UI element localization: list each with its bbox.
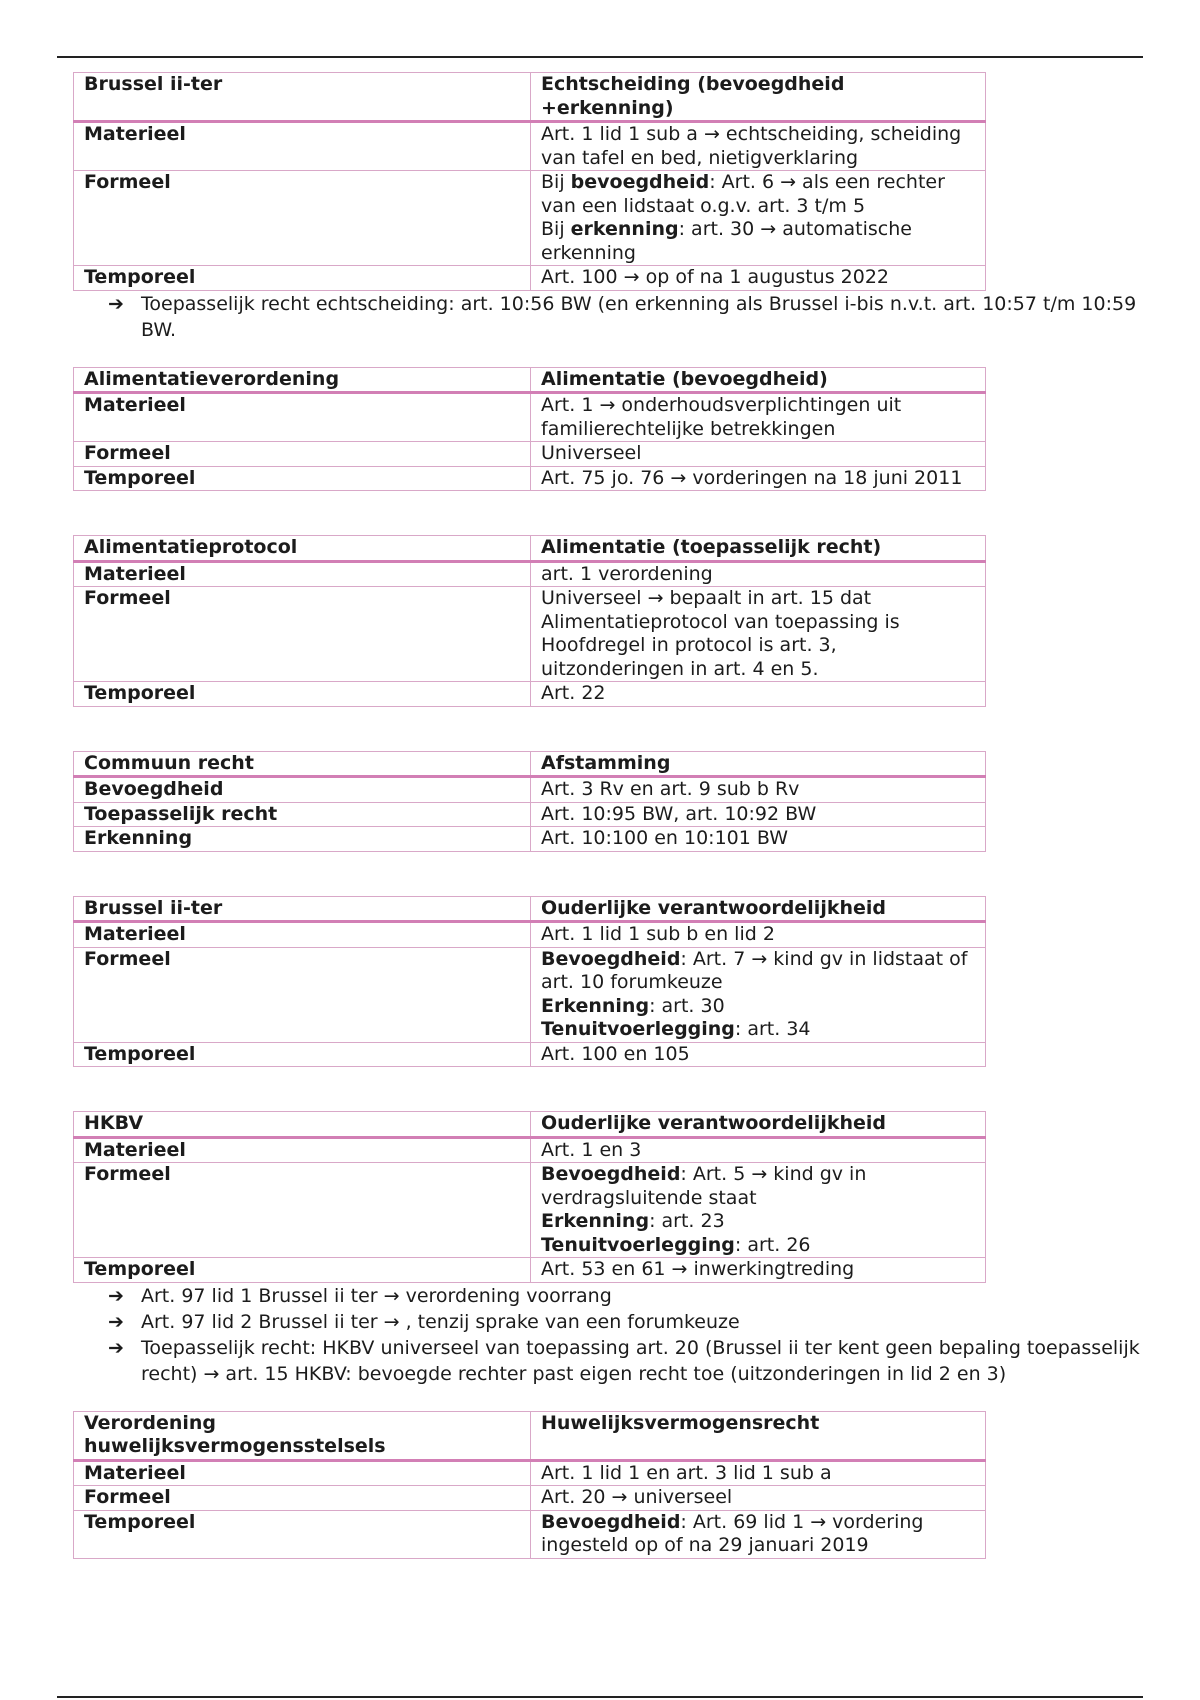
- table-row: [74, 1042, 986, 1067]
- table-row: [74, 777, 986, 803]
- arrow-icon: ➔: [108, 1284, 124, 1307]
- table-row: [74, 1510, 986, 1558]
- row-value: [531, 1163, 986, 1258]
- table-header-row: [74, 73, 986, 122]
- table-brussel-ouderlijke: [73, 896, 986, 1068]
- bold-term: erkenning: [570, 218, 679, 240]
- table-header-row: [74, 1411, 986, 1460]
- row-label: Materieel: [74, 922, 531, 948]
- table-row: [74, 922, 986, 948]
- row-value: Art. 100 en 105: [531, 1042, 986, 1067]
- row-value: [531, 171, 986, 266]
- bold-term: Bevoegdheid: [541, 1510, 681, 1533]
- bold-term: Tenuitvoerlegging: [541, 1018, 735, 1040]
- bullet-list: [73, 291, 1158, 343]
- list-item-text: Art. 97 lid 1 Brussel ii ter → verordening voorrang: [141, 1284, 612, 1307]
- table-header-row: [74, 751, 986, 777]
- list-item-text: Toepasselijk recht: HKBV universeel van toepassing art. 20 (Brussel ii ter kent geen bepaling toepasselijk recht) → art. 15 HKBV: bevoegde rechter past eigen recht toe (uitzonderingen in lid 2 en 3): [141, 1336, 1140, 1385]
- list-item-text: Toepasselijk recht echtscheiding: art. 10:56 BW (en erkenning als Brussel i-bis n.v.t. art. 10:57 t/m 10:59 BW.: [141, 292, 1137, 341]
- row-label: Temporeel: [74, 466, 531, 491]
- table-row: [74, 802, 986, 827]
- table-row: [74, 827, 986, 852]
- row-value: Art. 1 lid 1 en art. 3 lid 1 sub a: [531, 1460, 986, 1486]
- table-alimentatieprotocol: [73, 535, 986, 707]
- row-value: Art. 22: [531, 682, 986, 707]
- row-value: Art. 20 → universeel: [531, 1486, 986, 1511]
- text-run: : Art. 69 lid 1 → vordering ingesteld op of na 29 januari 2019: [541, 1510, 924, 1556]
- table-header-cell: Verordening huwelijksvermogensstelsels: [74, 1411, 531, 1460]
- table-row: [74, 947, 986, 1042]
- list-item: [108, 1309, 1158, 1335]
- text-run: : art. 30 → automatische erkenning: [541, 218, 912, 264]
- table-row: [74, 682, 986, 707]
- text-run: Bij: [541, 171, 571, 193]
- row-value: art. 1 verordening: [531, 561, 986, 587]
- table-header-cell: Brussel ii-ter: [74, 896, 531, 922]
- row-label: Formeel: [74, 587, 531, 682]
- table-row: [74, 1486, 986, 1511]
- bold-term: Bevoegdheid: [541, 947, 681, 970]
- text-run: : Art. 6 → als een rechter van een lidstaat o.g.v. art. 3 t/m 5: [541, 171, 945, 217]
- table-row: [74, 122, 986, 171]
- table-header-cell: Afstamming: [531, 751, 986, 777]
- row-value: Universeel: [531, 442, 986, 467]
- table-alimentatieverordening: [73, 367, 986, 492]
- table-row: [74, 1137, 986, 1163]
- row-label: Formeel: [74, 171, 531, 266]
- text-run: : Art. 5 → kind gv in verdragsluitende staat: [541, 1163, 867, 1209]
- text-line: Hoofdregel in protocol is art. 3, uitzonderingen in art. 4 en 5.: [541, 634, 837, 680]
- text-run: : art. 26: [734, 1233, 811, 1256]
- footer-rule: [57, 1696, 1143, 1698]
- list-item-text: Art. 97 lid 2 Brussel ii ter → , tenzij sprake van een forumkeuze: [141, 1310, 740, 1333]
- table-header-cell: Ouderlijke verantwoordelijkheid: [531, 1112, 986, 1138]
- text-run: : Art. 7 → kind gv in lidstaat of art. 10 forumkeuze: [541, 947, 968, 993]
- table-row: [74, 1258, 986, 1283]
- row-label: Temporeel: [74, 1510, 531, 1558]
- table-row: [74, 1163, 986, 1258]
- arrow-icon: ➔: [108, 292, 124, 315]
- row-label: Toepasselijk recht: [74, 802, 531, 827]
- bold-term: Tenuitvoerlegging: [541, 1233, 735, 1256]
- row-label: Materieel: [74, 393, 531, 442]
- row-value: Art. 1 lid 1 sub a → echtscheiding, scheiding van tafel en bed, nietigverklaring: [531, 122, 986, 171]
- bullet-list: [73, 1283, 1158, 1387]
- table-header-cell: Echtscheiding (bevoegdheid +erkenning): [531, 73, 986, 122]
- row-value: [531, 587, 986, 682]
- table-header-cell: Huwelijksvermogensrecht: [531, 1411, 986, 1460]
- row-value: [531, 1510, 986, 1558]
- row-value: [531, 947, 986, 1042]
- row-value: Art. 75 jo. 76 → vorderingen na 18 juni 2011: [531, 466, 986, 491]
- table-row: [74, 171, 986, 266]
- row-label: Bevoegdheid: [74, 777, 531, 803]
- row-label: Formeel: [74, 442, 531, 467]
- table-row: [74, 1460, 986, 1486]
- row-value: Art. 3 Rv en art. 9 sub b Rv: [531, 777, 986, 803]
- table-huwelijksvermogen: [73, 1411, 986, 1559]
- table-row: [74, 266, 986, 291]
- table-header-row: [74, 1112, 986, 1138]
- row-label: Temporeel: [74, 682, 531, 707]
- table-row: [74, 466, 986, 491]
- list-item: [108, 1335, 1158, 1387]
- bold-term: Bevoegdheid: [541, 1163, 681, 1185]
- text-run: : art. 23: [649, 1210, 725, 1232]
- document-body: [73, 72, 1143, 1559]
- row-label: Materieel: [74, 122, 531, 171]
- row-value: Art. 1 → onderhoudsverplichtingen uit familierechtelijke betrekkingen: [531, 393, 986, 442]
- table-row: [74, 561, 986, 587]
- bold-term: Erkenning: [541, 1210, 650, 1232]
- arrow-icon: ➔: [108, 1310, 124, 1333]
- row-label: Materieel: [74, 561, 531, 587]
- row-value: Art. 1 lid 1 sub b en lid 2: [531, 922, 986, 948]
- row-value: Art. 10:95 BW, art. 10:92 BW: [531, 802, 986, 827]
- table-row: [74, 587, 986, 682]
- table-header-cell: Commuun recht: [74, 751, 531, 777]
- header-rule: [57, 56, 1143, 58]
- bold-term: bevoegdheid: [570, 171, 710, 193]
- row-label: Formeel: [74, 1486, 531, 1511]
- table-row: [74, 393, 986, 442]
- arrow-icon: ➔: [108, 1336, 124, 1359]
- table-header-cell: Alimentatie (toepasselijk recht): [531, 536, 986, 562]
- row-value: Art. 53 en 61 → inwerkingtreding: [531, 1258, 986, 1283]
- row-label: Formeel: [74, 947, 531, 1042]
- table-header-cell: Brussel ii-ter: [74, 73, 531, 122]
- table-brussel-echtscheiding: [73, 72, 986, 291]
- table-header-cell: Alimentatie (bevoegdheid): [531, 367, 986, 393]
- row-label: Temporeel: [74, 266, 531, 291]
- row-value: Art. 1 en 3: [531, 1137, 986, 1163]
- row-label: Materieel: [74, 1137, 531, 1163]
- text-line: Universeel → bepaalt in art. 15 dat Alimentatieprotocol van toepassing is: [541, 587, 900, 633]
- table-header-row: [74, 896, 986, 922]
- row-label: Formeel: [74, 1163, 531, 1258]
- table-header-cell: Alimentatieprotocol: [74, 536, 531, 562]
- text-run: : art. 30: [649, 994, 725, 1017]
- row-label: Erkenning: [74, 827, 531, 852]
- table-header-cell: Alimentatieverordening: [74, 367, 531, 393]
- text-run: Bij: [541, 218, 571, 240]
- row-label: Materieel: [74, 1460, 531, 1486]
- table-row: [74, 442, 986, 467]
- table-hkbv: [73, 1111, 986, 1283]
- row-label: Temporeel: [74, 1042, 531, 1067]
- row-label: Temporeel: [74, 1258, 531, 1283]
- row-value: Art. 100 → op of na 1 augustus 2022: [531, 266, 986, 291]
- text-run: : art. 34: [734, 1018, 811, 1040]
- bold-term: Erkenning: [541, 994, 650, 1017]
- list-item: [108, 291, 1158, 343]
- row-value: Art. 10:100 en 10:101 BW: [531, 827, 986, 852]
- table-header-cell: HKBV: [74, 1112, 531, 1138]
- table-header-row: [74, 367, 986, 393]
- list-item: [108, 1283, 1158, 1309]
- table-header-row: [74, 536, 986, 562]
- table-commuun-recht: [73, 751, 986, 852]
- table-header-cell: Ouderlijke verantwoordelijkheid: [531, 896, 986, 922]
